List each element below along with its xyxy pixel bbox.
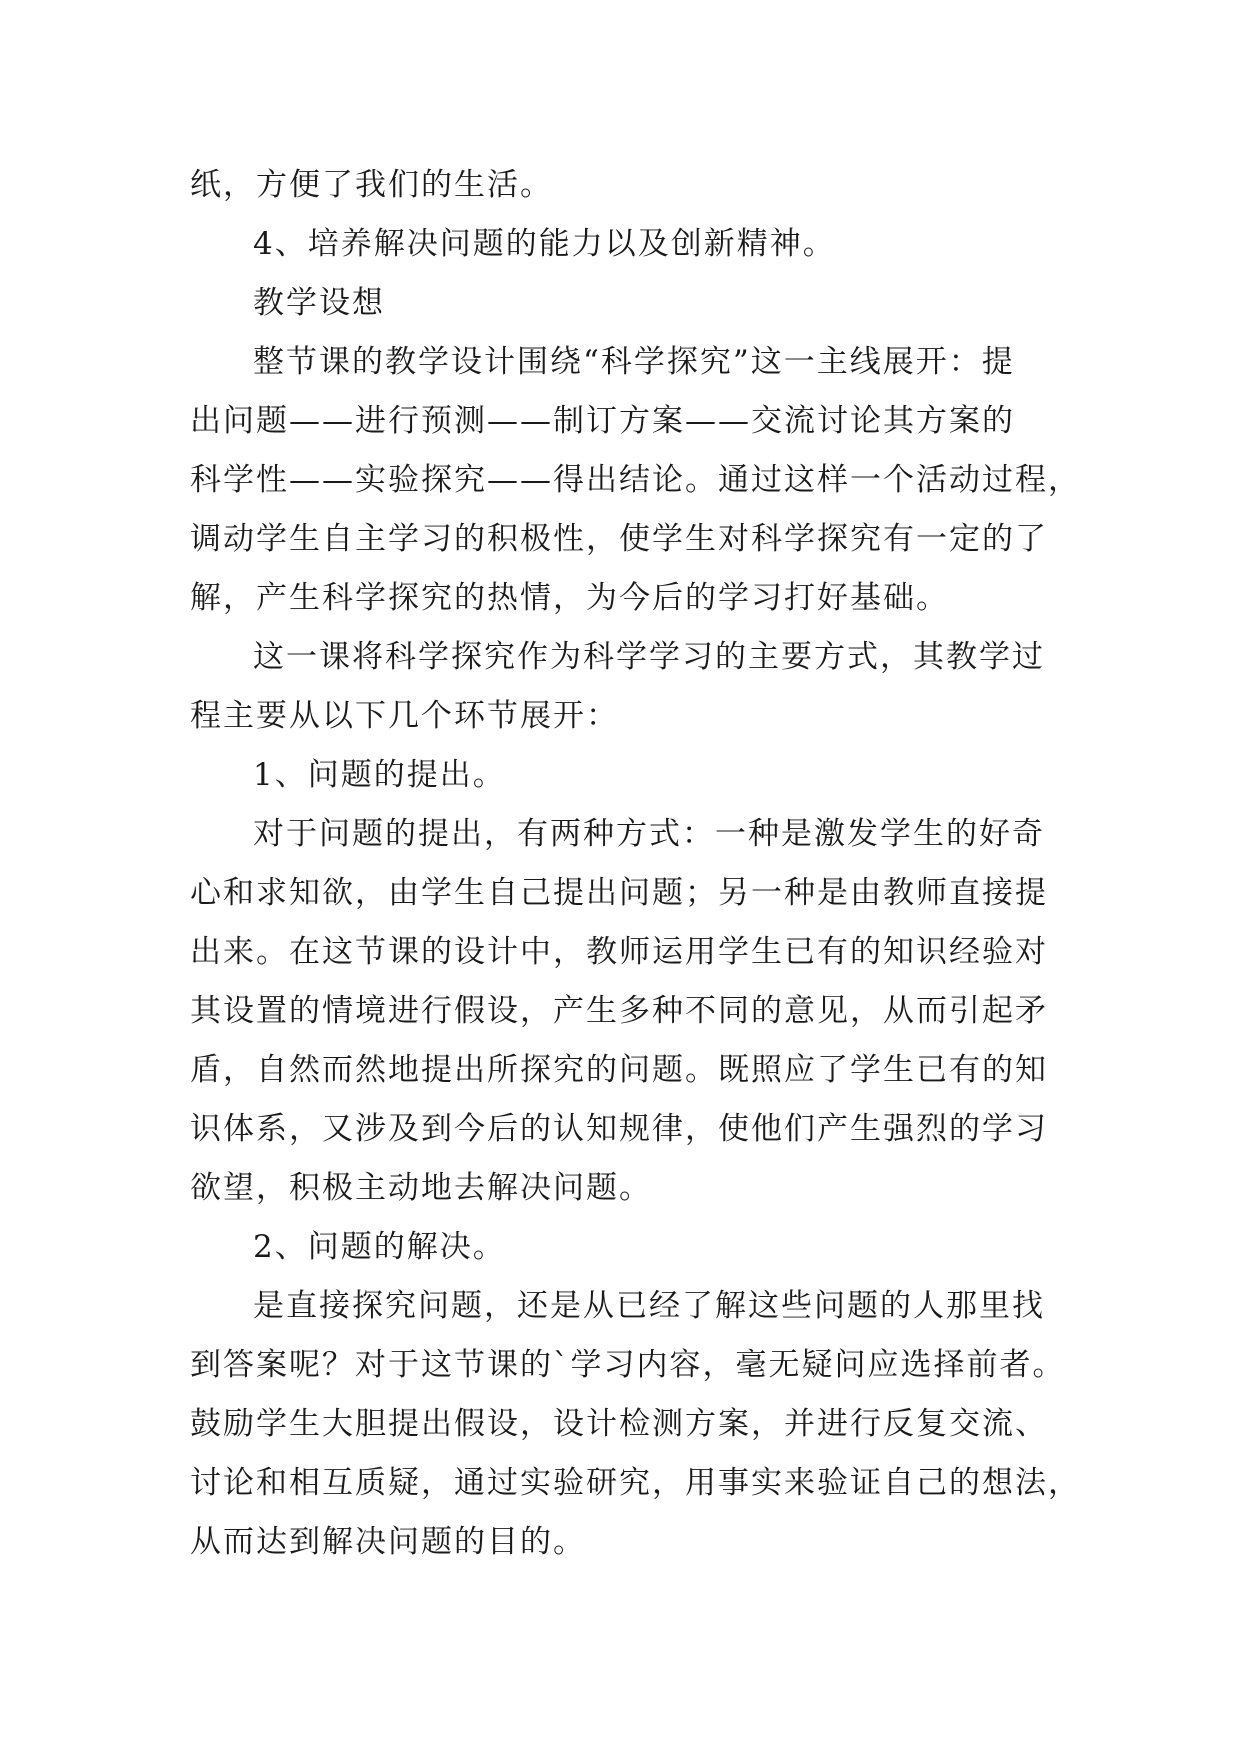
text-line: 鼓励学生大胆提出假设，设计检测方案，并进行反复交流、 (190, 1406, 1048, 1442)
text-line: 4、培养解决问题的能力以及创新精神。 (253, 226, 836, 262)
text-line: 从而达到解决问题的目的。 (190, 1524, 586, 1560)
text-line: 是直接探究问题，还是从已经了解这些问题的人那里找 (253, 1288, 1045, 1324)
text-line: 调动学生自主学习的积极性，使学生对科学探究有一定的了 (190, 521, 1048, 557)
text-line: 欲望，积极主动地去解决问题。 (190, 1170, 652, 1206)
text-line: 这一课将科学探究作为科学学习的主要方式，其教学过 (253, 639, 1045, 675)
numbered-heading: 2、问题的解决。 (253, 1229, 506, 1265)
section-heading: 教学设想 (253, 285, 385, 321)
numbered-heading: 1、问题的提出。 (253, 757, 506, 793)
text-line: 出问题——进行预测——制订方案——交流讨论其方案的 (190, 403, 1015, 439)
text-line: 识体系，又涉及到今后的认知规律，使他们产生强烈的学习 (190, 1111, 1048, 1147)
text-line: 出来。在这节课的设计中，教师运用学生已有的知识经验对 (190, 934, 1048, 970)
text-line: 到答案呢？对于这节课的`学习内容，毫无疑问应选择前者。 (190, 1347, 1066, 1383)
text-line: 整节课的教学设计围绕“科学探究”这一主线展开：提 (253, 344, 1015, 380)
text-line: 心和求知欲，由学生自己提出问题；另一种是由教师直接提 (190, 875, 1048, 911)
text-line: 纸，方便了我们的生活。 (190, 167, 553, 203)
text-line: 盾，自然而然地提出所探究的问题。既照应了学生已有的知 (190, 1052, 1048, 1088)
text-line: 程主要从以下几个环节展开： (190, 698, 619, 734)
text-line: 科学性——实验探究——得出结论。通过这样一个活动过程， (190, 462, 1081, 498)
text-line: 讨论和相互质疑，通过实验研究，用事实来验证自己的想法， (190, 1465, 1081, 1501)
text-line: 解，产生科学探究的热情，为今后的学习打好基础。 (190, 580, 949, 616)
text-line: 对于问题的提出，有两种方式：一种是激发学生的好奇 (253, 816, 1045, 852)
text-line: 其设置的情境进行假设，产生多种不同的意见，从而引起矛 (190, 993, 1048, 1029)
